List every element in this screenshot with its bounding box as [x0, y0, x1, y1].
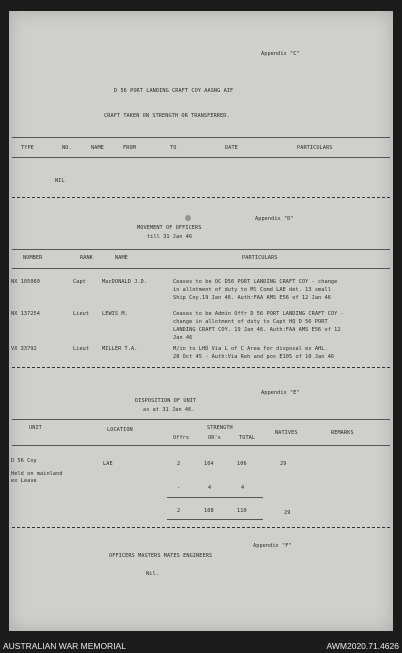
col-number: NUMBER [23, 255, 43, 261]
officer-name: MILLER T.A. [102, 346, 138, 352]
officer-name: MacDONALD J.D. [102, 279, 148, 285]
unit-location: LAE [103, 461, 113, 467]
col-from: FROM [123, 145, 136, 151]
total-offrs: 2 [177, 508, 181, 514]
archive-name: AUSTRALIAN WAR MEMORIAL [3, 641, 126, 651]
section-divider [12, 527, 390, 528]
officer-number: VX 33792 [11, 346, 37, 352]
appendix-d-title: MOVEMENT OF OFFICERS [137, 225, 202, 231]
col-ors: OR's [208, 435, 221, 441]
col-particulars: PARTICULARS [297, 145, 333, 151]
officer-number: NX 137254 [11, 311, 41, 317]
total-natives: 29 [284, 510, 291, 516]
officer-particulars-line: LANDING CRAFT COY. 19 Jan 46. Auth:FAA AMS E56 of 12 [173, 327, 341, 333]
officer-rank: Lieut [73, 311, 90, 317]
ink-blot [185, 215, 191, 221]
col-strength: STRENGTH [207, 425, 233, 431]
col-date: DATE [225, 145, 238, 151]
appendix-e-title: DISPOSITION OF UNIT [135, 398, 197, 404]
unit-offrs: - [177, 485, 181, 491]
appendix-f-title: OFFICERS MASTERS MATES ENGINEERS [109, 553, 213, 559]
col-location: LOCATION [107, 427, 133, 433]
officer-particulars-line: Ceases to be OC D56 PORT LANDING CRAFT COY - change [173, 279, 338, 285]
col-offrs: Offrs [173, 435, 190, 441]
divider [12, 419, 390, 420]
document-page [9, 11, 393, 631]
archive-reference: AWM2020.71.4626 [326, 641, 399, 651]
appendix-c-nil: NIL [55, 178, 65, 184]
col-name: NAME [115, 255, 128, 261]
total-total: 110 [237, 508, 247, 514]
appendix-e-subtitle: as at 31 Jan 46. [143, 407, 195, 413]
unit-total: 4 [241, 485, 245, 491]
officer-particulars-line: in allotment of duty to Ml Comd LAE det. 13 small [173, 287, 331, 293]
officer-particulars-line: Ship Coy.19 Jan 46. Auth:FAA AMS E56 of 12 Jan 46 [173, 295, 331, 301]
appendix-e-label: Appendix "E" [261, 390, 300, 396]
unit-total: 106 [237, 461, 247, 467]
col-name: NAME [91, 145, 104, 151]
divider [12, 249, 390, 250]
appendix-c-label: Appendix "C" [261, 51, 300, 57]
officer-rank: Capt [73, 279, 86, 285]
divider [12, 268, 390, 269]
appendix-f-nil: Nil. [146, 571, 159, 577]
officer-particulars-line: change in allotment of duty to Capt HQ D 56 PORT [173, 319, 328, 325]
col-unit: UNIT [29, 425, 42, 431]
officer-particulars-line: Ceases to be Admin Offr D 56 PORT LANDING CRAFT COY - [173, 311, 344, 317]
unit-name: Held on mainland [11, 471, 63, 477]
divider [12, 137, 390, 138]
total-ors: 108 [204, 508, 214, 514]
appendix-c-title: D 56 PORT LANDING CRAFT COY AASNG AIF [114, 88, 234, 94]
unit-offrs: 2 [177, 461, 181, 467]
col-rank: RANK [80, 255, 93, 261]
section-divider [12, 197, 390, 198]
col-remarks: REMARKS [331, 430, 354, 436]
unit-name-cont: ex Leave [11, 478, 37, 484]
officer-particulars-line: 28 Oct 45 - Auth:Via Reh and pos E105 of 10 Jan 46 [173, 354, 335, 360]
section-divider [12, 367, 390, 368]
appendix-f-label: Appendix "F" [253, 543, 292, 549]
archive-footer [0, 640, 402, 653]
col-natives: NATIVES [275, 430, 298, 436]
appendix-d-subtitle: till 31 Jan 46 [147, 234, 193, 240]
unit-natives: 29 [280, 461, 287, 467]
appendix-d-label: Appendix "D" [255, 216, 294, 222]
officer-particulars-line: Jan 46 [173, 335, 193, 341]
officer-name: LEWIS M. [102, 311, 128, 317]
sum-line [167, 519, 263, 520]
col-particulars: PARTICULARS [242, 255, 278, 261]
col-type: TYPE [21, 145, 34, 151]
unit-ors: 4 [208, 485, 212, 491]
col-to: TO [170, 145, 177, 151]
officer-rank: Lieut [73, 346, 90, 352]
col-no: NO. [62, 145, 72, 151]
officer-number: NX 105060 [11, 279, 41, 285]
unit-name: D 56 Coy [11, 458, 37, 464]
divider [12, 445, 390, 446]
officer-particulars-line: M/in to LHD Via L of C Area for disposal ex AHL. [173, 346, 328, 352]
unit-ors: 104 [204, 461, 214, 467]
appendix-c-subtitle: CRAFT TAKEN ON STRENGTH OR TRANSFERRED. [104, 113, 230, 119]
sum-line [167, 497, 263, 498]
divider [12, 157, 390, 158]
col-total: TOTAL [239, 435, 256, 441]
